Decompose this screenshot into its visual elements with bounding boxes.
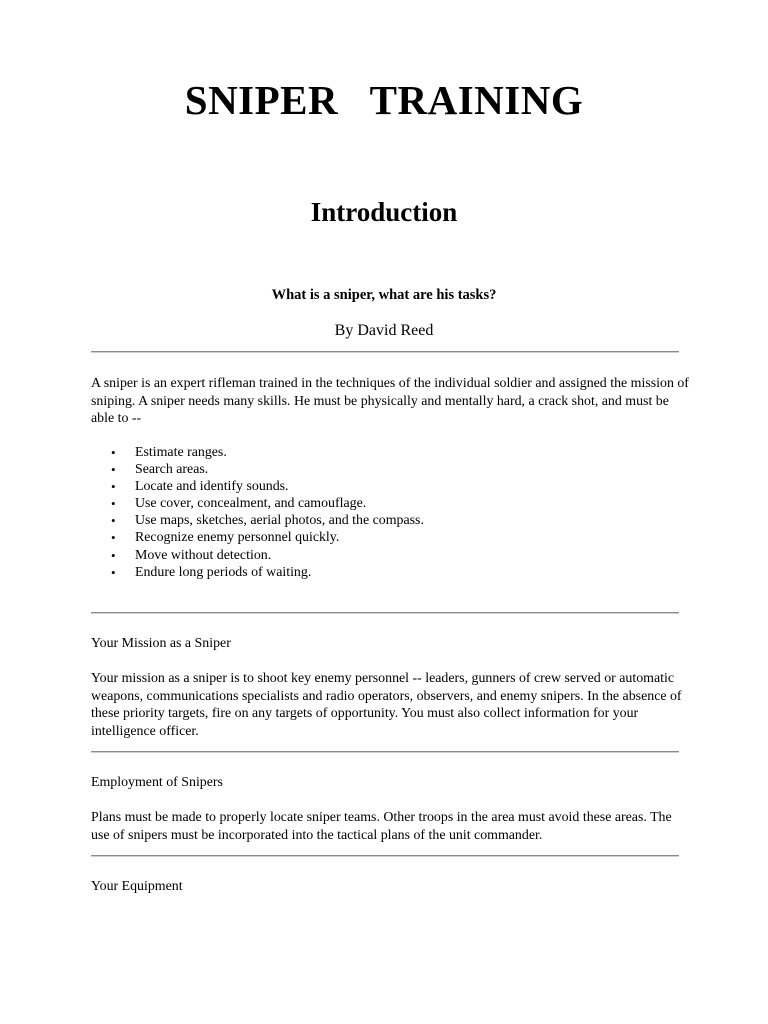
list-item <box>91 564 651 581</box>
divider <box>91 612 679 614</box>
equipment-heading: Your Equipment <box>91 879 183 894</box>
mission-heading: Your Mission as a Sniper <box>91 636 231 651</box>
intro-paragraph: A sniper is an expert rifleman trained in the techniques of the individual soldier and assigned the mission of sniping. A sniper needs many skills. He must be physically and mentally hard, a crack shot, and must be able to -- <box>91 376 689 427</box>
list-item-text: Locate and identify sounds. <box>135 479 289 495</box>
divider <box>91 751 679 753</box>
list-item <box>91 529 651 546</box>
divider <box>91 855 679 857</box>
section-title: Introduction <box>310 197 458 227</box>
list-item-text: Move without detection. <box>135 547 272 563</box>
document-title: SNIPER TRAINING <box>184 77 584 123</box>
skills-list <box>91 444 651 581</box>
author-byline: By David Reed <box>334 322 434 339</box>
bullet-icon: • <box>111 513 116 529</box>
bullet-icon: • <box>111 479 116 495</box>
list-item-text: Recognize enemy personnel quickly. <box>135 530 340 546</box>
bullet-icon: • <box>111 445 116 460</box>
list-item <box>91 478 651 495</box>
list-item <box>91 444 651 461</box>
bullet-icon: • <box>111 564 116 580</box>
bullet-icon: • <box>111 530 116 546</box>
bullet-icon: • <box>111 462 116 478</box>
list-item <box>91 461 651 478</box>
divider <box>91 351 679 353</box>
bullet-icon: • <box>111 496 116 512</box>
list-item <box>91 547 651 564</box>
mission-paragraph: Your mission as a sniper is to shoot key enemy personnel -- leaders, gunners of crew served or automatic weapons, communications specialists and radio operators, observers, and enemy snipers. In the absence of these priority targets, fire on any targets of opportunity. You must also collect information for your intelligence officer. <box>91 671 682 739</box>
list-item-text: Use maps, sketches, aerial photos, and the compass. <box>135 513 424 529</box>
list-item-text: Use cover, concealment, and camouflage. <box>135 496 367 512</box>
employment-paragraph: Plans must be made to properly locate sniper teams. Other troops in the area must avoid these areas. The use of snipers must be incorporated into the tactical plans of the unit commander. <box>91 810 672 843</box>
article-question-heading: What is a sniper, what are his tasks? <box>271 287 497 303</box>
list-item <box>91 495 651 512</box>
list-item-text: Search areas. <box>135 462 209 478</box>
employment-heading: Employment of Snipers <box>91 775 223 790</box>
list-item-text: Endure long periods of waiting. <box>135 564 312 580</box>
bullet-icon: • <box>111 547 116 563</box>
list-item-text: Estimate ranges. <box>135 445 227 460</box>
list-item <box>91 512 651 529</box>
